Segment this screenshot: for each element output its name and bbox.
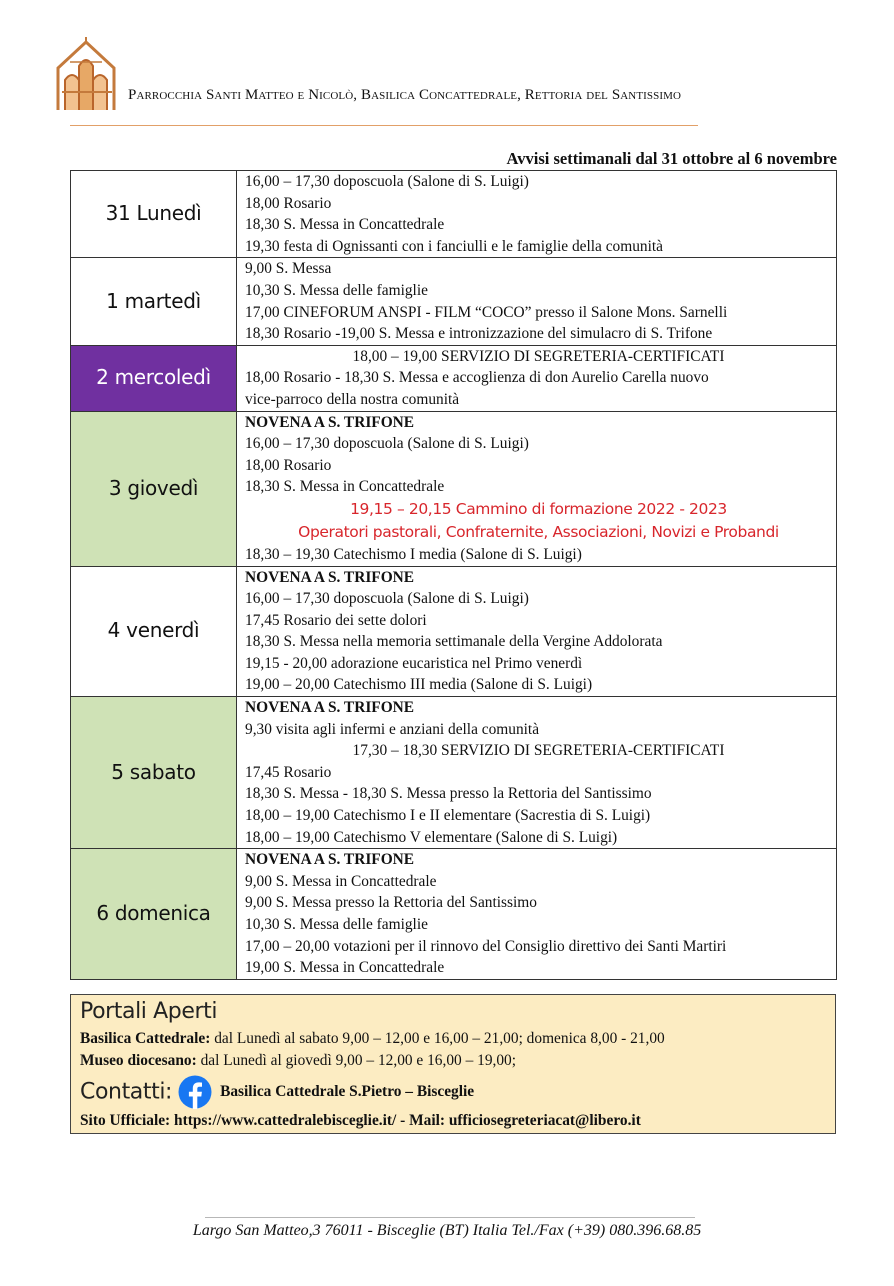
facebook-page-link[interactable]: Basilica Cattedrale S.Pietro – Bisceglie: [220, 1083, 475, 1100]
parish-name: Parrocchia Santi Matteo e Nicolò, Basilica Concattedrale, Rettoria del Santissimo: [128, 87, 682, 103]
notice-title: Avvisi settimanali dal 31 ottobre al 6 novembre: [506, 149, 837, 168]
schedule-row: [71, 697, 837, 849]
event-line: 16,00 – 17,30 doposcuola (Salone di S. Luigi): [245, 590, 529, 608]
novena-heading: NOVENA A S. TRIFONE: [245, 568, 415, 586]
info-box: [70, 994, 836, 1134]
event-line: 17,00 CINEFORUM ANSPI - FILM “COCO” presso il Salone Mons. Sarnelli: [245, 303, 728, 321]
event-line: 18,30 – 19,30 Catechismo I media (Salone di S. Luigi): [245, 545, 582, 563]
day-events: [237, 258, 837, 345]
day-label: 5 sabato: [71, 697, 237, 849]
event-line: 18,00 – 19,00 Catechismo I e II elementare (Sacrestia di S. Luigi): [245, 807, 651, 825]
event-line: 9,00 S. Messa in Concattedrale: [245, 872, 437, 890]
event-line: 19,15 - 20,00 adorazione eucaristica nel Primo venerdì: [245, 654, 583, 672]
day-events: [237, 697, 837, 849]
schedule-row: [71, 258, 837, 345]
schedule-row: [71, 345, 837, 411]
event-line: 17,45 Rosario dei sette dolori: [245, 611, 427, 629]
letterhead: [56, 36, 846, 126]
event-line: vice-parroco della nostra comunità: [245, 390, 460, 408]
event-line: 17,30 – 18,30 SERVIZIO DI SEGRETERIA-CERTIFICATI: [352, 742, 725, 760]
event-line: 18,00 – 19,00 Catechismo V elementare (Salone di S. Luigi): [245, 828, 618, 846]
day-label: 6 domenica: [71, 849, 237, 980]
event-line: 9,00 S. Messa presso la Rettoria del Santissimo: [245, 894, 537, 912]
event-line: 19,00 S. Messa in Concattedrale: [245, 959, 445, 977]
weekly-schedule-table: [70, 170, 837, 980]
schedule-row: [71, 849, 837, 980]
event-line: 19,30 festa di Ognissanti con i fanciulli e le famiglie della comunità: [245, 237, 663, 255]
day-events: [237, 345, 837, 411]
event-line: 18,00 Rosario - 18,30 S. Messa e accoglienza di don Aurelio Carella nuovo: [245, 369, 709, 387]
day-events: [237, 849, 837, 980]
day-label: 3 giovedì: [71, 411, 237, 566]
event-line: 18,00 – 19,00 SERVIZIO DI SEGRETERIA-CERTIFICATI: [352, 347, 725, 365]
day-label: 31 Lunedì: [71, 171, 237, 258]
novena-heading: NOVENA A S. TRIFONE: [245, 851, 415, 869]
day-events: [237, 411, 837, 566]
museum-hours-text: dal Lunedì al giovedì 9,00 – 12,00 e 16,00 – 19,00;: [196, 1052, 517, 1069]
day-events: [237, 171, 837, 258]
event-line: 18,00 Rosario: [245, 194, 332, 212]
contacts-label: Contatti:: [80, 1079, 173, 1105]
church-building-icon: [56, 36, 120, 112]
museum-hours: [80, 1052, 516, 1070]
highlighted-event: Operatori pastorali, Confraternite, Associazioni, Novizi e Probandi: [298, 522, 779, 541]
museum-label: Museo diocesano:: [80, 1052, 197, 1069]
facebook-icon[interactable]: [178, 1075, 212, 1109]
portali-aperti-heading: Portali Aperti: [80, 999, 218, 1024]
schedule-row: [71, 411, 837, 566]
basilica-label: Basilica Cattedrale:: [80, 1030, 211, 1047]
event-line: 17,00 – 20,00 votazioni per il rinnovo del Consiglio direttivo dei Santi Martiri: [245, 937, 727, 955]
event-line: 9,00 S. Messa: [245, 260, 332, 278]
event-line: 17,45 Rosario: [245, 763, 332, 781]
event-line: 18,30 S. Messa in Concattedrale: [245, 216, 445, 234]
event-line: 18,00 Rosario: [245, 456, 332, 474]
highlighted-event: 19,15 – 20,15 Cammino di formazione 2022 - 2023: [350, 499, 727, 518]
event-line: 16,00 – 17,30 doposcuola (Salone di S. Luigi): [245, 435, 529, 453]
event-line: 18,30 S. Messa in Concattedrale: [245, 478, 445, 496]
header-divider: [70, 125, 698, 126]
event-line: 18,30 S. Messa nella memoria settimanale della Vergine Addolorata: [245, 633, 663, 651]
event-line: 18,30 S. Messa - 18,30 S. Messa presso la Rettoria del Santissimo: [245, 785, 652, 803]
event-line: 10,30 S. Messa delle famiglie: [245, 916, 428, 933]
day-label: 1 martedì: [71, 258, 237, 345]
schedule-row: [71, 171, 837, 258]
footer-address: Largo San Matteo,3 76011 - Bisceglie (BT) Italia Tel./Fax (+39) 080.396.68.85: [192, 1222, 702, 1239]
schedule-row: [71, 566, 837, 697]
day-events: [237, 566, 837, 697]
day-label: 4 venerdì: [71, 566, 237, 697]
website-email-line[interactable]: Sito Ufficiale: https://www.cattedralebisceglie.it/ - Mail: ufficiosegreteriacat@libero.it: [80, 1112, 641, 1129]
basilica-hours-text: dal Lunedì al sabato 9,00 – 12,00 e 16,00 – 21,00; domenica 8,00 - 21,00: [210, 1030, 665, 1047]
basilica-hours: [80, 1030, 665, 1048]
event-line: 9,30 visita agli infermi e anziani della comunità: [245, 720, 540, 738]
footer-divider: [205, 1217, 695, 1218]
day-label: 2 mercoledì: [71, 345, 237, 411]
novena-heading: NOVENA A S. TRIFONE: [245, 413, 415, 431]
novena-heading: NOVENA A S. TRIFONE: [245, 699, 415, 717]
event-line: 18,30 Rosario -19,00 S. Messa e intronizzazione del simulacro di S. Trifone: [245, 325, 713, 343]
event-line: 10,30 S. Messa delle famiglie: [245, 281, 428, 299]
event-line: 19,00 – 20,00 Catechismo III media (Salone di S. Luigi): [245, 676, 593, 694]
event-line: 16,00 – 17,30 doposcuola (Salone di S. Luigi): [245, 173, 529, 190]
contacts-row: [80, 1075, 474, 1109]
